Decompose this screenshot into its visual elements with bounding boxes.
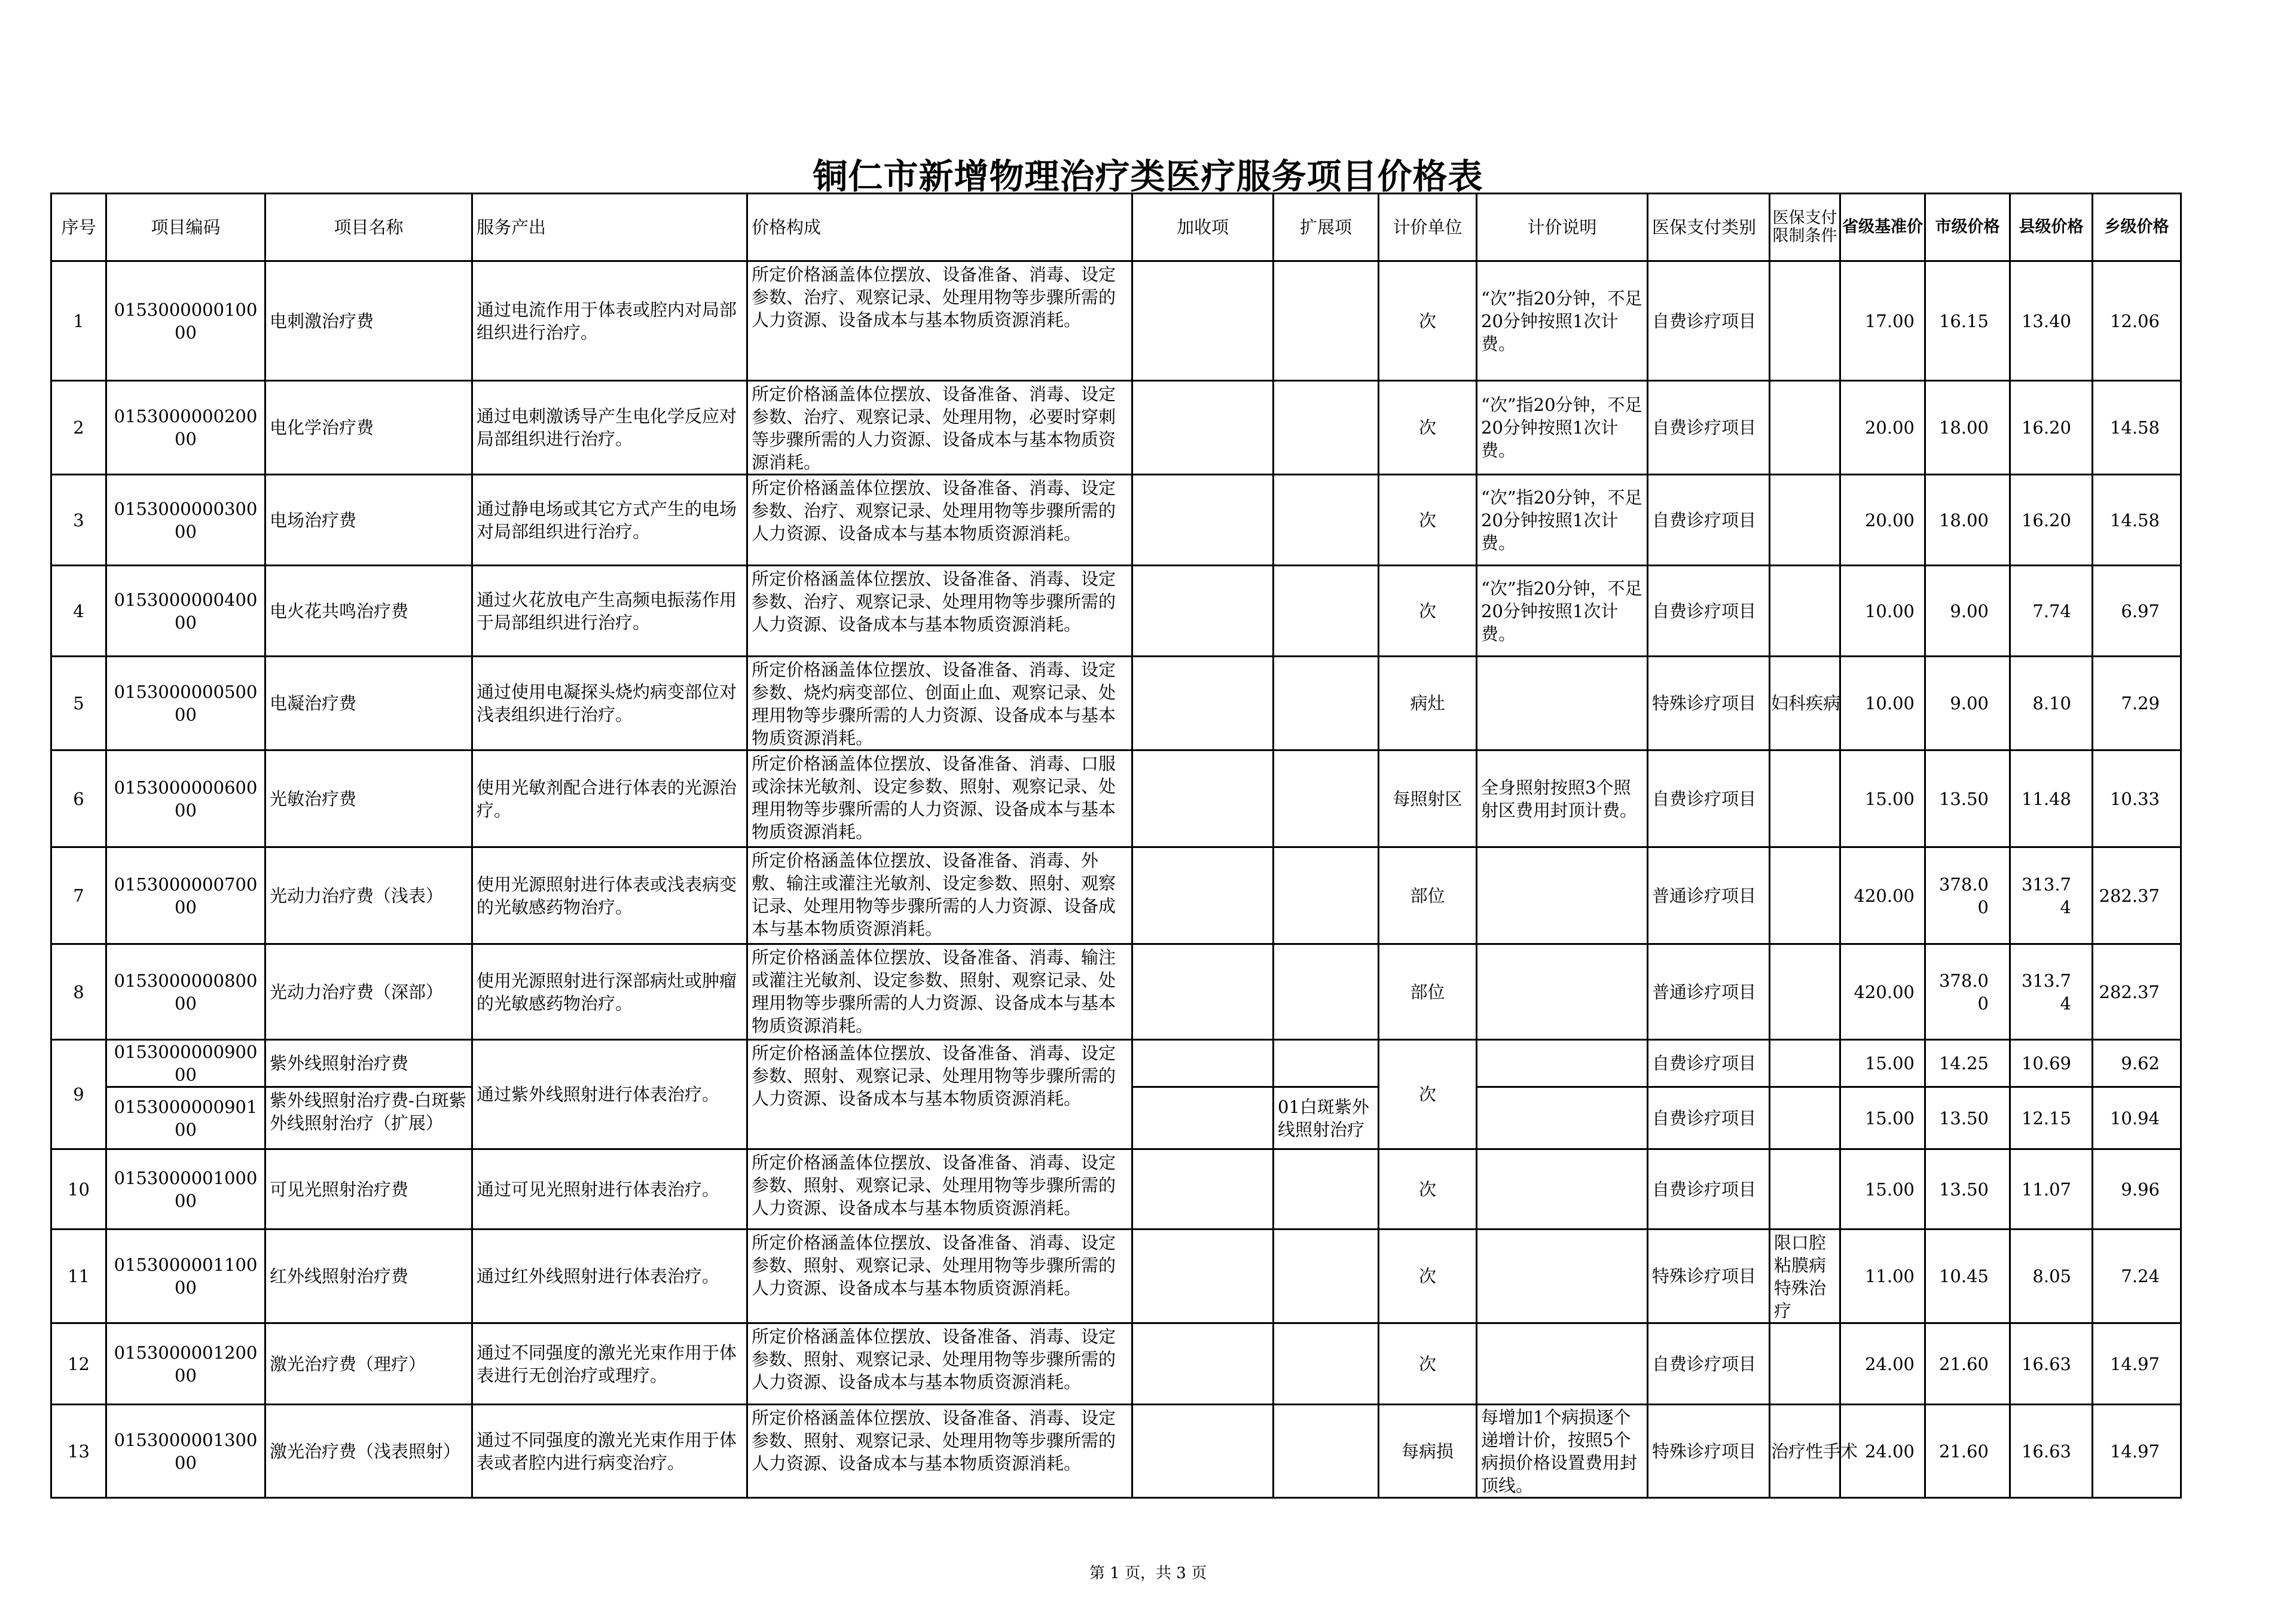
- cell-provincial: 11.00: [1840, 1230, 1925, 1323]
- cell-county: 8.05: [2010, 1230, 2093, 1323]
- cell-insurance-type: 自费诊疗项目: [1648, 475, 1770, 566]
- cell-city: 378.00: [1925, 847, 2010, 944]
- cell-extra: [1132, 1230, 1274, 1323]
- page-title: 铜仁市新增物理治疗类医疗服务项目价格表: [813, 156, 1483, 197]
- cell-extra: [1132, 944, 1274, 1040]
- cell-township: 14.58: [2093, 381, 2181, 475]
- cell-note: 每增加1个病损逐个递增计价，按照5个病损价格设置费用封顶线。: [1477, 1405, 1648, 1498]
- page-footer: 第 1 页，共 3 页: [1089, 1564, 1207, 1582]
- cell-output: 通过静电场或其它方式产生的电场对局部组织进行治疗。: [472, 475, 747, 566]
- cell-output: 通过可见光照射进行体表治疗。: [472, 1149, 747, 1230]
- cell-expand: [1274, 475, 1379, 566]
- cell-insurance-limit: [1770, 944, 1840, 1040]
- cell-expand: [1274, 261, 1379, 381]
- cell-insurance-type: 自费诊疗项目: [1648, 1323, 1770, 1405]
- cell-unit: 次: [1379, 1149, 1477, 1230]
- cell-output: 通过不同强度的激光光束作用于体表进行无创治疗或理疗。: [472, 1323, 747, 1405]
- cell-output: 使用光源照射进行体表或浅表病变的光敏感药物治疗。: [472, 847, 747, 944]
- cell-expand: [1274, 1040, 1379, 1087]
- cell-seq: 7: [51, 847, 106, 944]
- cell-insurance-type: 自费诊疗项目: [1648, 751, 1770, 847]
- cell-output: 通过紫外线照射进行体表治疗。: [472, 1040, 747, 1149]
- cell-code: 015300000080000: [106, 944, 265, 1040]
- cell-code: 015300000130000: [106, 1405, 265, 1498]
- cell-unit: 次: [1379, 261, 1477, 381]
- cell-note: [1477, 847, 1648, 944]
- cell-output: 通过电刺激诱导产生电化学反应对局部组织进行治疗。: [472, 381, 747, 475]
- cell-insurance-limit: [1770, 261, 1840, 381]
- cell-seq: 5: [51, 657, 106, 751]
- cell-seq: 1: [51, 261, 106, 381]
- table-row: [51, 751, 2181, 847]
- header-expand: 扩展项: [1274, 194, 1379, 261]
- cell-seq: 12: [51, 1323, 106, 1405]
- cell-unit: 每病损: [1379, 1405, 1477, 1498]
- header-insurance-limit: 医保支付限制条件: [1770, 194, 1840, 261]
- cell-code: 015300000010000: [106, 261, 265, 381]
- cell-extra: [1132, 1323, 1274, 1405]
- cell-insurance-limit: 妇科疾病: [1770, 657, 1840, 751]
- cell-composition: 所定价格涵盖体位摆放、设备准备、消毒、设定参数、照射、观察记录、处理用物等步骤所需的人力资源、设备成本与基本物质资源消耗。: [747, 1230, 1132, 1323]
- cell-expand: [1274, 1230, 1379, 1323]
- cell-unit: 次: [1379, 1230, 1477, 1323]
- cell-township: 12.06: [2093, 261, 2181, 381]
- cell-insurance-limit: [1770, 475, 1840, 566]
- cell-composition: 所定价格涵盖体位摆放、设备准备、消毒、设定参数、照射、观察记录、处理用物等步骤所需的人力资源、设备成本与基本物质资源消耗。: [747, 1405, 1132, 1498]
- cell-county: 11.48: [2010, 751, 2093, 847]
- cell-insurance-type: 自费诊疗项目: [1648, 261, 1770, 381]
- cell-insurance-limit: 治疗性手术: [1770, 1405, 1840, 1498]
- cell-composition: 所定价格涵盖体位摆放、设备准备、消毒、设定参数、照射、观察记录、处理用物等步骤所需的人力资源、设备成本与基本物质资源消耗。: [747, 1149, 1132, 1230]
- cell-city: 9.00: [1925, 657, 2010, 751]
- cell-output: 通过使用电凝探头烧灼病变部位对浅表组织进行治疗。: [472, 657, 747, 751]
- cell-extra: [1132, 751, 1274, 847]
- cell-name: 电场治疗费: [265, 475, 472, 566]
- cell-insurance-type: 特殊诊疗项目: [1648, 1405, 1770, 1498]
- cell-code: 015300000030000: [106, 475, 265, 566]
- cell-name: 电火花共鸣治疗费: [265, 566, 472, 657]
- cell-note: “次”指20分钟，不足20分钟按照1次计费。: [1477, 475, 1648, 566]
- header-provincial: 省级基准价: [1840, 194, 1925, 261]
- cell-city: 13.50: [1925, 1149, 2010, 1230]
- cell-seq: 8: [51, 944, 106, 1040]
- cell-county: 12.15: [2010, 1087, 2093, 1149]
- header-seq: 序号: [51, 194, 106, 261]
- cell-insurance-limit: [1770, 381, 1840, 475]
- cell-unit: 次: [1379, 381, 1477, 475]
- cell-seq: 4: [51, 566, 106, 657]
- cell-expand: [1274, 381, 1379, 475]
- cell-expand: [1274, 847, 1379, 944]
- cell-code: 015300000090000: [106, 1040, 265, 1087]
- cell-code: 015300000070000: [106, 847, 265, 944]
- header-city: 市级价格: [1925, 194, 2010, 261]
- cell-output: 通过火花放电产生高频电振荡作用于局部组织进行治疗。: [472, 566, 747, 657]
- cell-seq: 11: [51, 1230, 106, 1323]
- header-code: 项目编码: [106, 194, 265, 261]
- cell-extra: [1132, 566, 1274, 657]
- cell-insurance-limit: [1770, 751, 1840, 847]
- cell-township: 9.62: [2093, 1040, 2181, 1087]
- cell-note: [1477, 1087, 1648, 1149]
- cell-composition: 所定价格涵盖体位摆放、设备准备、消毒、设定参数、治疗、观察记录、处理用物，必要时穿刺等步骤所需的人力资源、设备成本与基本物质资源消耗。: [747, 381, 1132, 475]
- cell-provincial: 15.00: [1840, 751, 1925, 847]
- table-row: [51, 1040, 2181, 1087]
- cell-note: [1477, 1149, 1648, 1230]
- cell-insurance-limit: [1770, 1149, 1840, 1230]
- cell-name: 电凝治疗费: [265, 657, 472, 751]
- cell-extra: [1132, 1149, 1274, 1230]
- cell-seq: 6: [51, 751, 106, 847]
- cell-output: 使用光敏剂配合进行体表的光源治疗。: [472, 751, 747, 847]
- cell-code: 015300000090100: [106, 1087, 265, 1149]
- cell-provincial: 10.00: [1840, 657, 1925, 751]
- cell-expand: [1274, 1149, 1379, 1230]
- cell-insurance-type: 自费诊疗项目: [1648, 566, 1770, 657]
- cell-note: [1477, 1323, 1648, 1405]
- table-row: [51, 847, 2181, 944]
- header-extra: 加收项: [1132, 194, 1274, 261]
- cell-insurance-type: 自费诊疗项目: [1648, 1040, 1770, 1087]
- cell-provincial: 10.00: [1840, 566, 1925, 657]
- cell-expand: [1274, 1405, 1379, 1498]
- cell-county: 13.40: [2010, 261, 2093, 381]
- cell-expand: [1274, 657, 1379, 751]
- cell-seq: 3: [51, 475, 106, 566]
- cell-city: 18.00: [1925, 475, 2010, 566]
- cell-provincial: 20.00: [1840, 475, 1925, 566]
- cell-code: 015300000110000: [106, 1230, 265, 1323]
- cell-city: 14.25: [1925, 1040, 2010, 1087]
- cell-unit: 部位: [1379, 944, 1477, 1040]
- cell-expand: 01白斑紫外线照射治疗: [1274, 1087, 1379, 1149]
- cell-name: 光动力治疗费（浅表）: [265, 847, 472, 944]
- cell-township: 9.96: [2093, 1149, 2181, 1230]
- cell-township: 282.37: [2093, 944, 2181, 1040]
- cell-extra: [1132, 1087, 1274, 1149]
- cell-township: 7.29: [2093, 657, 2181, 751]
- cell-insurance-limit: 限口腔粘膜病特殊治疗: [1770, 1230, 1840, 1323]
- table-row: [51, 1405, 2181, 1498]
- cell-township: 282.37: [2093, 847, 2181, 944]
- cell-insurance-limit: [1770, 847, 1840, 944]
- cell-unit: 每照射区: [1379, 751, 1477, 847]
- cell-city: 13.50: [1925, 1087, 2010, 1149]
- table-row: [51, 566, 2181, 657]
- cell-provincial: 420.00: [1840, 847, 1925, 944]
- cell-name: 红外线照射治疗费: [265, 1230, 472, 1323]
- cell-name: 光敏治疗费: [265, 751, 472, 847]
- cell-county: 11.07: [2010, 1149, 2093, 1230]
- cell-insurance-type: 自费诊疗项目: [1648, 1149, 1770, 1230]
- cell-seq: 2: [51, 381, 106, 475]
- cell-county: 313.74: [2010, 944, 2093, 1040]
- table-row: [51, 1230, 2181, 1323]
- table-row: [51, 475, 2181, 566]
- cell-extra: [1132, 847, 1274, 944]
- cell-provincial: 24.00: [1840, 1323, 1925, 1405]
- cell-insurance-limit: [1770, 1040, 1840, 1087]
- cell-expand: [1274, 566, 1379, 657]
- header-township: 乡级价格: [2093, 194, 2181, 261]
- cell-insurance-type: 特殊诊疗项目: [1648, 1230, 1770, 1323]
- cell-output: 通过电流作用于体表或腔内对局部组织进行治疗。: [472, 261, 747, 381]
- cell-output: 通过红外线照射进行体表治疗。: [472, 1230, 747, 1323]
- table-row: [51, 261, 2181, 381]
- cell-provincial: 24.00: [1840, 1405, 1925, 1498]
- cell-composition: 所定价格涵盖体位摆放、设备准备、消毒、设定参数、治疗、观察记录、处理用物等步骤所需的人力资源、设备成本与基本物质资源消耗。: [747, 566, 1132, 657]
- cell-note: 全身照射按照3个照射区费用封顶计费。: [1477, 751, 1648, 847]
- cell-extra: [1132, 475, 1274, 566]
- header-county: 县级价格: [2010, 194, 2093, 261]
- cell-provincial: 420.00: [1840, 944, 1925, 1040]
- cell-extra: [1132, 657, 1274, 751]
- cell-name: 可见光照射治疗费: [265, 1149, 472, 1230]
- cell-composition: 所定价格涵盖体位摆放、设备准备、消毒、口服或涂抹光敏剂、设定参数、照射、观察记录、处理用物等步骤所需的人力资源、设备成本与基本物质资源消耗。: [747, 751, 1132, 847]
- cell-county: 16.20: [2010, 381, 2093, 475]
- cell-name: 电化学治疗费: [265, 381, 472, 475]
- cell-unit: 次: [1379, 1323, 1477, 1405]
- cell-unit: 次: [1379, 1040, 1477, 1149]
- cell-extra: [1132, 261, 1274, 381]
- cell-code: 015300000100000: [106, 1149, 265, 1230]
- cell-county: 10.69: [2010, 1040, 2093, 1087]
- cell-composition: 所定价格涵盖体位摆放、设备准备、消毒、设定参数、照射、观察记录、处理用物等步骤所需的人力资源、设备成本与基本物质资源消耗。: [747, 1040, 1132, 1149]
- cell-unit: 部位: [1379, 847, 1477, 944]
- table-row: [51, 1323, 2181, 1405]
- cell-unit: 次: [1379, 475, 1477, 566]
- cell-insurance-type: 普通诊疗项目: [1648, 944, 1770, 1040]
- cell-township: 14.58: [2093, 475, 2181, 566]
- cell-seq: 10: [51, 1149, 106, 1230]
- cell-code: 015300000020000: [106, 381, 265, 475]
- cell-composition: 所定价格涵盖体位摆放、设备准备、消毒、设定参数、烧灼病变部位、创面止血、观察记录、处理用物等步骤所需的人力资源、设备成本与基本物质资源消耗。: [747, 657, 1132, 751]
- cell-output: 使用光源照射进行深部病灶或肿瘤的光敏感药物治疗。: [472, 944, 747, 1040]
- cell-extra: [1132, 1040, 1274, 1087]
- price-table: [50, 193, 2182, 1499]
- cell-expand: [1274, 944, 1379, 1040]
- cell-city: 10.45: [1925, 1230, 2010, 1323]
- cell-county: 313.74: [2010, 847, 2093, 944]
- cell-name: 紫外线照射治疗费: [265, 1040, 472, 1087]
- header-output: 服务产出: [472, 194, 747, 261]
- cell-note: [1477, 1230, 1648, 1323]
- header-insurance-type: 医保支付类别: [1648, 194, 1770, 261]
- cell-county: 16.63: [2010, 1323, 2093, 1405]
- cell-insurance-type: 普通诊疗项目: [1648, 847, 1770, 944]
- cell-township: 10.94: [2093, 1087, 2181, 1149]
- cell-extra: [1132, 1405, 1274, 1498]
- cell-provincial: 15.00: [1840, 1149, 1925, 1230]
- header-composition: 价格构成: [747, 194, 1132, 261]
- cell-name: 紫外线照射治疗费-白斑紫外线照射治疗（扩展）: [265, 1087, 472, 1149]
- cell-note: [1477, 657, 1648, 751]
- cell-county: 7.74: [2010, 566, 2093, 657]
- cell-output: 通过不同强度的激光光束作用于体表或者腔内进行病变治疗。: [472, 1405, 747, 1498]
- cell-city: 9.00: [1925, 566, 2010, 657]
- cell-county: 16.20: [2010, 475, 2093, 566]
- cell-name: 激光治疗费（浅表照射）: [265, 1405, 472, 1498]
- cell-unit: 次: [1379, 566, 1477, 657]
- cell-composition: 所定价格涵盖体位摆放、设备准备、消毒、设定参数、治疗、观察记录、处理用物等步骤所需的人力资源、设备成本与基本物质资源消耗。: [747, 261, 1132, 381]
- cell-city: 21.60: [1925, 1323, 2010, 1405]
- cell-seq: 13: [51, 1405, 106, 1498]
- cell-name: 电刺激治疗费: [265, 261, 472, 381]
- cell-provincial: 15.00: [1840, 1087, 1925, 1149]
- cell-code: 015300000040000: [106, 566, 265, 657]
- cell-insurance-type: 自费诊疗项目: [1648, 1087, 1770, 1149]
- cell-city: 13.50: [1925, 751, 2010, 847]
- cell-composition: 所定价格涵盖体位摆放、设备准备、消毒、输注或灌注光敏剂、设定参数、照射、观察记录、处理用物等步骤所需的人力资源、设备成本与基本物质资源消耗。: [747, 944, 1132, 1040]
- cell-composition: 所定价格涵盖体位摆放、设备准备、消毒、设定参数、照射、观察记录、处理用物等步骤所需的人力资源、设备成本与基本物质资源消耗。: [747, 1323, 1132, 1405]
- cell-township: 7.24: [2093, 1230, 2181, 1323]
- cell-name: 激光治疗费（理疗）: [265, 1323, 472, 1405]
- table-row: [51, 657, 2181, 751]
- cell-expand: [1274, 751, 1379, 847]
- cell-city: 21.60: [1925, 1405, 2010, 1498]
- table-row: [51, 1149, 2181, 1230]
- cell-code: 015300000060000: [106, 751, 265, 847]
- cell-township: 10.33: [2093, 751, 2181, 847]
- header-unit: 计价单位: [1379, 194, 1477, 261]
- table-row: [51, 381, 2181, 475]
- cell-note: “次”指20分钟，不足20分钟按照1次计费。: [1477, 381, 1648, 475]
- header-note: 计价说明: [1477, 194, 1648, 261]
- cell-composition: 所定价格涵盖体位摆放、设备准备、消毒、设定参数、治疗、观察记录、处理用物等步骤所需的人力资源、设备成本与基本物质资源消耗。: [747, 475, 1132, 566]
- cell-note: “次”指20分钟，不足20分钟按照1次计费。: [1477, 261, 1648, 381]
- cell-city: 18.00: [1925, 381, 2010, 475]
- header-row: [51, 194, 2181, 261]
- cell-code: 015300000120000: [106, 1323, 265, 1405]
- header-name: 项目名称: [265, 194, 472, 261]
- cell-township: 6.97: [2093, 566, 2181, 657]
- cell-county: 8.10: [2010, 657, 2093, 751]
- cell-note: “次”指20分钟，不足20分钟按照1次计费。: [1477, 566, 1648, 657]
- cell-insurance-limit: [1770, 1323, 1840, 1405]
- cell-township: 14.97: [2093, 1405, 2181, 1498]
- cell-county: 16.63: [2010, 1405, 2093, 1498]
- cell-composition: 所定价格涵盖体位摆放、设备准备、消毒、外敷、输注或灌注光敏剂、设定参数、照射、观察记录、处理用物等步骤所需的人力资源、设备成本与基本物质资源消耗。: [747, 847, 1132, 944]
- cell-unit: 病灶: [1379, 657, 1477, 751]
- cell-note: [1477, 1040, 1648, 1087]
- table-row: [51, 944, 2181, 1040]
- cell-provincial: 15.00: [1840, 1040, 1925, 1087]
- cell-city: 378.00: [1925, 944, 2010, 1040]
- cell-code: 015300000050000: [106, 657, 265, 751]
- cell-provincial: 17.00: [1840, 261, 1925, 381]
- cell-township: 14.97: [2093, 1323, 2181, 1405]
- cell-extra: [1132, 381, 1274, 475]
- cell-city: 16.15: [1925, 261, 2010, 381]
- cell-provincial: 20.00: [1840, 381, 1925, 475]
- cell-insurance-limit: [1770, 1087, 1840, 1149]
- cell-insurance-type: 特殊诊疗项目: [1648, 657, 1770, 751]
- cell-note: [1477, 944, 1648, 1040]
- cell-expand: [1274, 1323, 1379, 1405]
- cell-seq: 9: [51, 1040, 106, 1149]
- cell-insurance-limit: [1770, 566, 1840, 657]
- cell-insurance-type: 自费诊疗项目: [1648, 381, 1770, 475]
- cell-name: 光动力治疗费（深部）: [265, 944, 472, 1040]
